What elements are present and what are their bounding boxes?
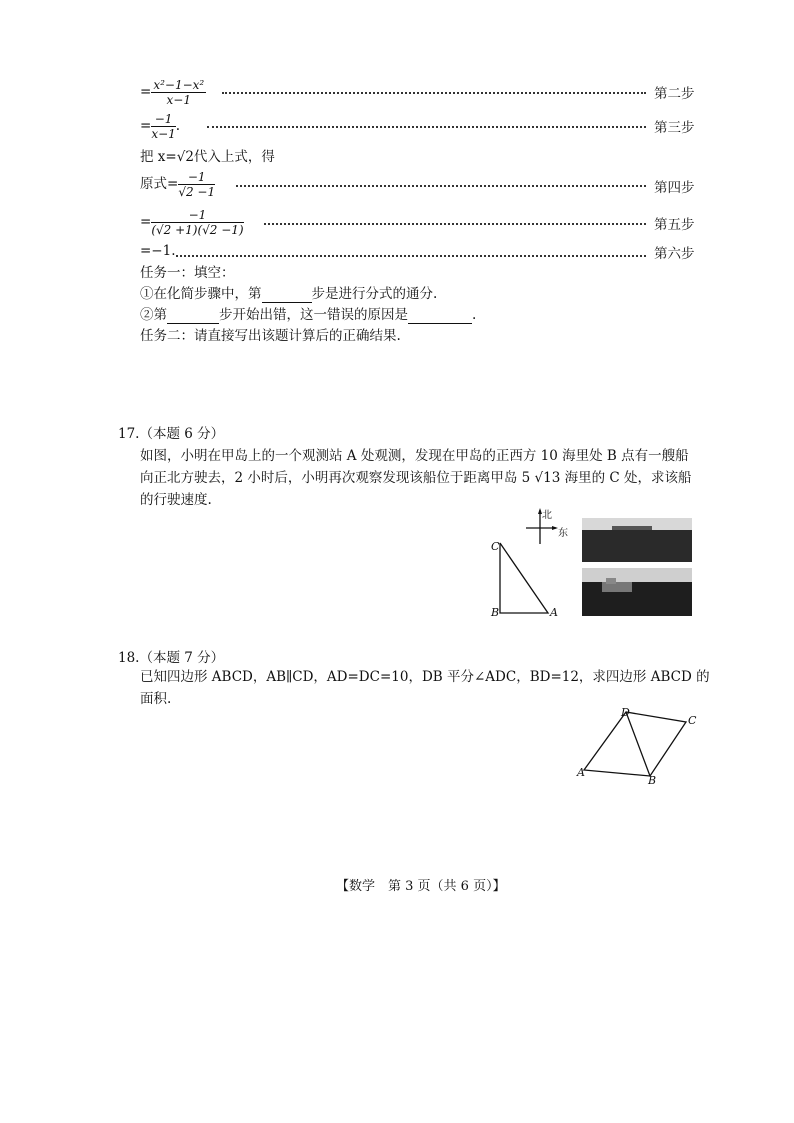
leader-dots: [264, 223, 646, 225]
leader-dots: [222, 92, 646, 94]
step-label: 第四步: [654, 180, 695, 196]
q17-header: 17.（本题 6 分）: [118, 426, 225, 442]
label-B: B: [491, 606, 500, 619]
label-C: C: [491, 540, 500, 553]
label-A: A: [550, 606, 558, 619]
step-label: 第五步: [654, 217, 695, 233]
compass-north-label: 北: [542, 510, 552, 521]
answer-blank[interactable]: [167, 309, 219, 324]
leader-dots: [236, 185, 646, 187]
step-label: 第二步: [654, 86, 695, 102]
sea-photo-top: [582, 518, 692, 562]
step6-expression: =−1.: [140, 243, 176, 259]
q17-triangle-figure: [490, 535, 570, 620]
label-D: D: [621, 706, 630, 719]
q18-line2: 面积.: [140, 691, 172, 707]
label-C: C: [688, 714, 697, 727]
step-label: 第三步: [654, 120, 695, 136]
q18-quadrilateral-figure: [570, 700, 700, 790]
q17-line1: 如图，小明在甲岛上的一个观测站 A 处观测，发现在甲岛的正西方 10 海里处 B 点有一艘船: [140, 448, 689, 464]
step4-expression: 原式= $\frac{-1}{√2 -1}$: [140, 170, 216, 199]
task1-title: 任务一：填空：: [140, 265, 235, 281]
leader-dots: [207, 126, 646, 128]
step-label: 第六步: [654, 246, 695, 262]
label-B: B: [648, 774, 657, 787]
task1-q2: ②第 步开始出错，这一错误的原因是 .: [140, 307, 477, 323]
q18-header: 18.（本题 7 分）: [118, 650, 225, 666]
q17-line3: 的行驶速度.: [140, 492, 212, 508]
page-footer: 【数学 第 3 页（共 6 页）】: [336, 879, 506, 894]
step5-expression: = $\frac{-1}{(√2 +1)(√2 -1)}$: [140, 208, 244, 237]
answer-blank[interactable]: [408, 309, 472, 324]
step3-expression: = $\frac{-1}{x-1}$ .: [140, 112, 181, 141]
compass-east-label: 东: [558, 528, 568, 539]
answer-blank[interactable]: [262, 288, 312, 303]
leader-dots: [176, 255, 646, 257]
task1-q1: ①在化简步骤中，第 步是进行分式的通分.: [140, 286, 438, 302]
q17-line2: 向正北方驶去，2 小时后，小明再次观察发现该船位于距离甲岛 5 √13 海里的 C 处，求该船: [140, 470, 692, 486]
substitute-line: 把 x=√2代入上式，得: [140, 149, 275, 165]
step2-expression: = $\frac{\text{x²−1−x²}}{x-1}$: [140, 78, 205, 107]
q18-line1: 已知四边形 ABCD，AB∥CD，AD=DC=10，DB 平分∠ADC，BD=12，求四边形 ABCD 的: [140, 669, 710, 685]
label-A: A: [577, 766, 585, 779]
task2: 任务二：请直接写出该题计算后的正确结果.: [140, 328, 401, 344]
sea-photo-bottom: [582, 568, 692, 616]
